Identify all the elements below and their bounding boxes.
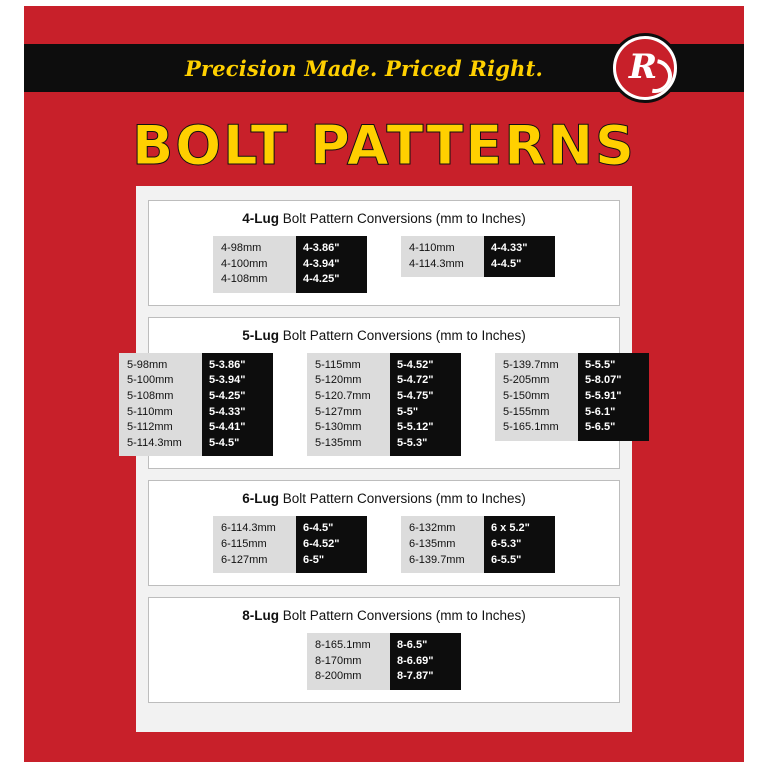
inch-value: 5-3.86" [209, 358, 246, 371]
mm-value: 5-120.7mm [315, 389, 371, 402]
inch-value: 6 x 5.2" [491, 522, 530, 535]
inch-value: 6-4.52" [303, 537, 340, 550]
section-title-rest: Bolt Pattern Conversions (mm to Inches) [278, 327, 526, 343]
inch-value: 5-4.33" [209, 405, 246, 418]
mm-value: 5-127mm [315, 405, 362, 418]
conversion-groups [157, 236, 611, 293]
inch-value: 5-5.3" [397, 436, 428, 449]
mm-value: 5-110mm [127, 405, 173, 418]
mm-value: 5-135mm [315, 436, 362, 449]
mm-value: 4-108mm [221, 273, 268, 286]
mm-value: 5-115mm [315, 358, 361, 371]
section-title [157, 328, 611, 343]
mm-value: 6-139.7mm [409, 553, 465, 566]
mm-value: 5-130mm [315, 421, 362, 434]
conversion-group [213, 236, 367, 293]
inch-value: 5-4.5" [209, 436, 240, 449]
logo-letter: R [628, 47, 658, 87]
inch-value: 5-8.07" [585, 374, 622, 387]
lug-section [148, 200, 620, 306]
inch-value: 5-4.75" [397, 389, 434, 402]
poster-body [24, 6, 744, 762]
mm-value: 5-98mm [127, 358, 168, 371]
conversion-panel [127, 186, 632, 732]
inch-value: 5-4.52" [397, 358, 434, 371]
mm-column [307, 353, 390, 457]
lug-section [148, 480, 620, 586]
mm-value: 8-200mm [315, 670, 362, 683]
inch-column [202, 353, 273, 457]
lug-section [127, 317, 622, 470]
conversion-group [495, 353, 649, 441]
inch-value: 5-3.94" [209, 374, 246, 387]
mm-column [213, 516, 296, 573]
section-title-rest: Bolt Pattern Conversions (mm to Inches) [278, 491, 526, 507]
mm-value: 4-100mm [221, 257, 268, 270]
conversion-groups [157, 633, 611, 690]
inch-value: 5-5" [397, 405, 419, 418]
inch-value: 5-5.5" [585, 358, 616, 371]
inch-column [296, 236, 367, 293]
conversion-group [307, 353, 461, 457]
conversion-group [307, 633, 461, 690]
mm-value: 5-120mm [315, 374, 362, 387]
mm-value: 5-205mm [503, 374, 550, 387]
inch-value: 6-5.3" [491, 537, 522, 550]
mm-column [401, 516, 484, 573]
mm-value: 8-165.1mm [315, 639, 371, 652]
mm-value: 5-108mm [127, 389, 174, 402]
inch-value: 4-4.5" [491, 257, 522, 270]
mm-column [119, 353, 202, 457]
inch-value: 5-4.25" [209, 389, 246, 402]
mm-column [401, 236, 484, 277]
inch-value: 6-4.5" [303, 522, 334, 535]
mm-value: 6-115mm [221, 537, 267, 550]
mm-column [495, 353, 578, 441]
page-title: BOLT PATTERNS [132, 114, 636, 177]
mm-value: 5-100mm [127, 374, 174, 387]
conversion-group [401, 236, 555, 277]
mm-value: 5-155mm [503, 405, 550, 418]
inch-value: 6-5" [303, 553, 325, 566]
lug-section [148, 597, 620, 703]
conversion-group [401, 516, 555, 573]
inch-column [578, 353, 649, 441]
inch-value: 5-5.12" [397, 421, 434, 434]
inch-column [484, 236, 555, 277]
inch-column [296, 516, 367, 573]
inch-value: 4-3.94" [303, 257, 340, 270]
conversion-group [213, 516, 367, 573]
mm-value: 6-114.3mm [221, 522, 276, 535]
inch-column [390, 353, 461, 457]
mm-value: 6-135mm [409, 537, 456, 550]
mm-value: 4-110mm [409, 242, 455, 254]
inch-value: 6-5.5" [491, 553, 522, 566]
section-title-rest: Bolt Pattern Conversions (mm to Inches) [278, 608, 526, 624]
mm-value: 6-127mm [221, 553, 268, 566]
conversion-group [119, 353, 273, 457]
inch-value: 5-6.1" [585, 405, 616, 418]
logo-circle-icon [616, 39, 674, 97]
inch-value: 5-6.5" [585, 421, 616, 434]
section-lug-label: 6-Lug [242, 491, 279, 507]
inch-column [484, 516, 555, 573]
mm-value: 6-132mm [409, 522, 456, 535]
mm-value: 4-98mm [221, 242, 262, 254]
conversion-groups [157, 516, 611, 573]
inch-value: 4-4.33" [491, 242, 528, 254]
inch-value: 4-3.86" [303, 242, 340, 254]
section-lug-label: 8-Lug [242, 608, 279, 624]
section-title [157, 608, 611, 623]
section-title-rest: Bolt Pattern Conversions (mm to Inches) [278, 211, 526, 226]
conversion-groups [127, 353, 622, 457]
mm-value: 8-170mm [315, 654, 362, 667]
section-title [157, 211, 611, 226]
mm-value: 5-112mm [127, 421, 173, 434]
inch-value: 5-4.41" [209, 421, 246, 434]
mm-value: 5-139.7mm [503, 358, 559, 371]
mm-value: 4-114.3mm [409, 257, 464, 270]
section-title [157, 491, 611, 506]
mm-value: 5-165.1mm [503, 421, 559, 434]
mm-value: 5-150mm [503, 389, 550, 402]
tagline-text: Precision Made. Priced Right. [184, 55, 544, 81]
brand-logo [610, 33, 680, 103]
inch-column [390, 633, 461, 690]
section-lug-label: 4-Lug [242, 211, 279, 226]
mm-value: 5-114.3mm [127, 436, 182, 449]
inch-value: 5-4.72" [397, 374, 434, 387]
mm-column [213, 236, 296, 293]
inch-value: 8-7.87" [397, 670, 434, 683]
inch-value: 8-6.5" [397, 639, 428, 652]
inch-value: 5-5.91" [585, 389, 622, 402]
section-lug-label: 5-Lug [242, 327, 279, 343]
mm-column [307, 633, 390, 690]
inch-value: 8-6.69" [397, 654, 434, 667]
inch-value: 4-4.25" [303, 273, 340, 286]
